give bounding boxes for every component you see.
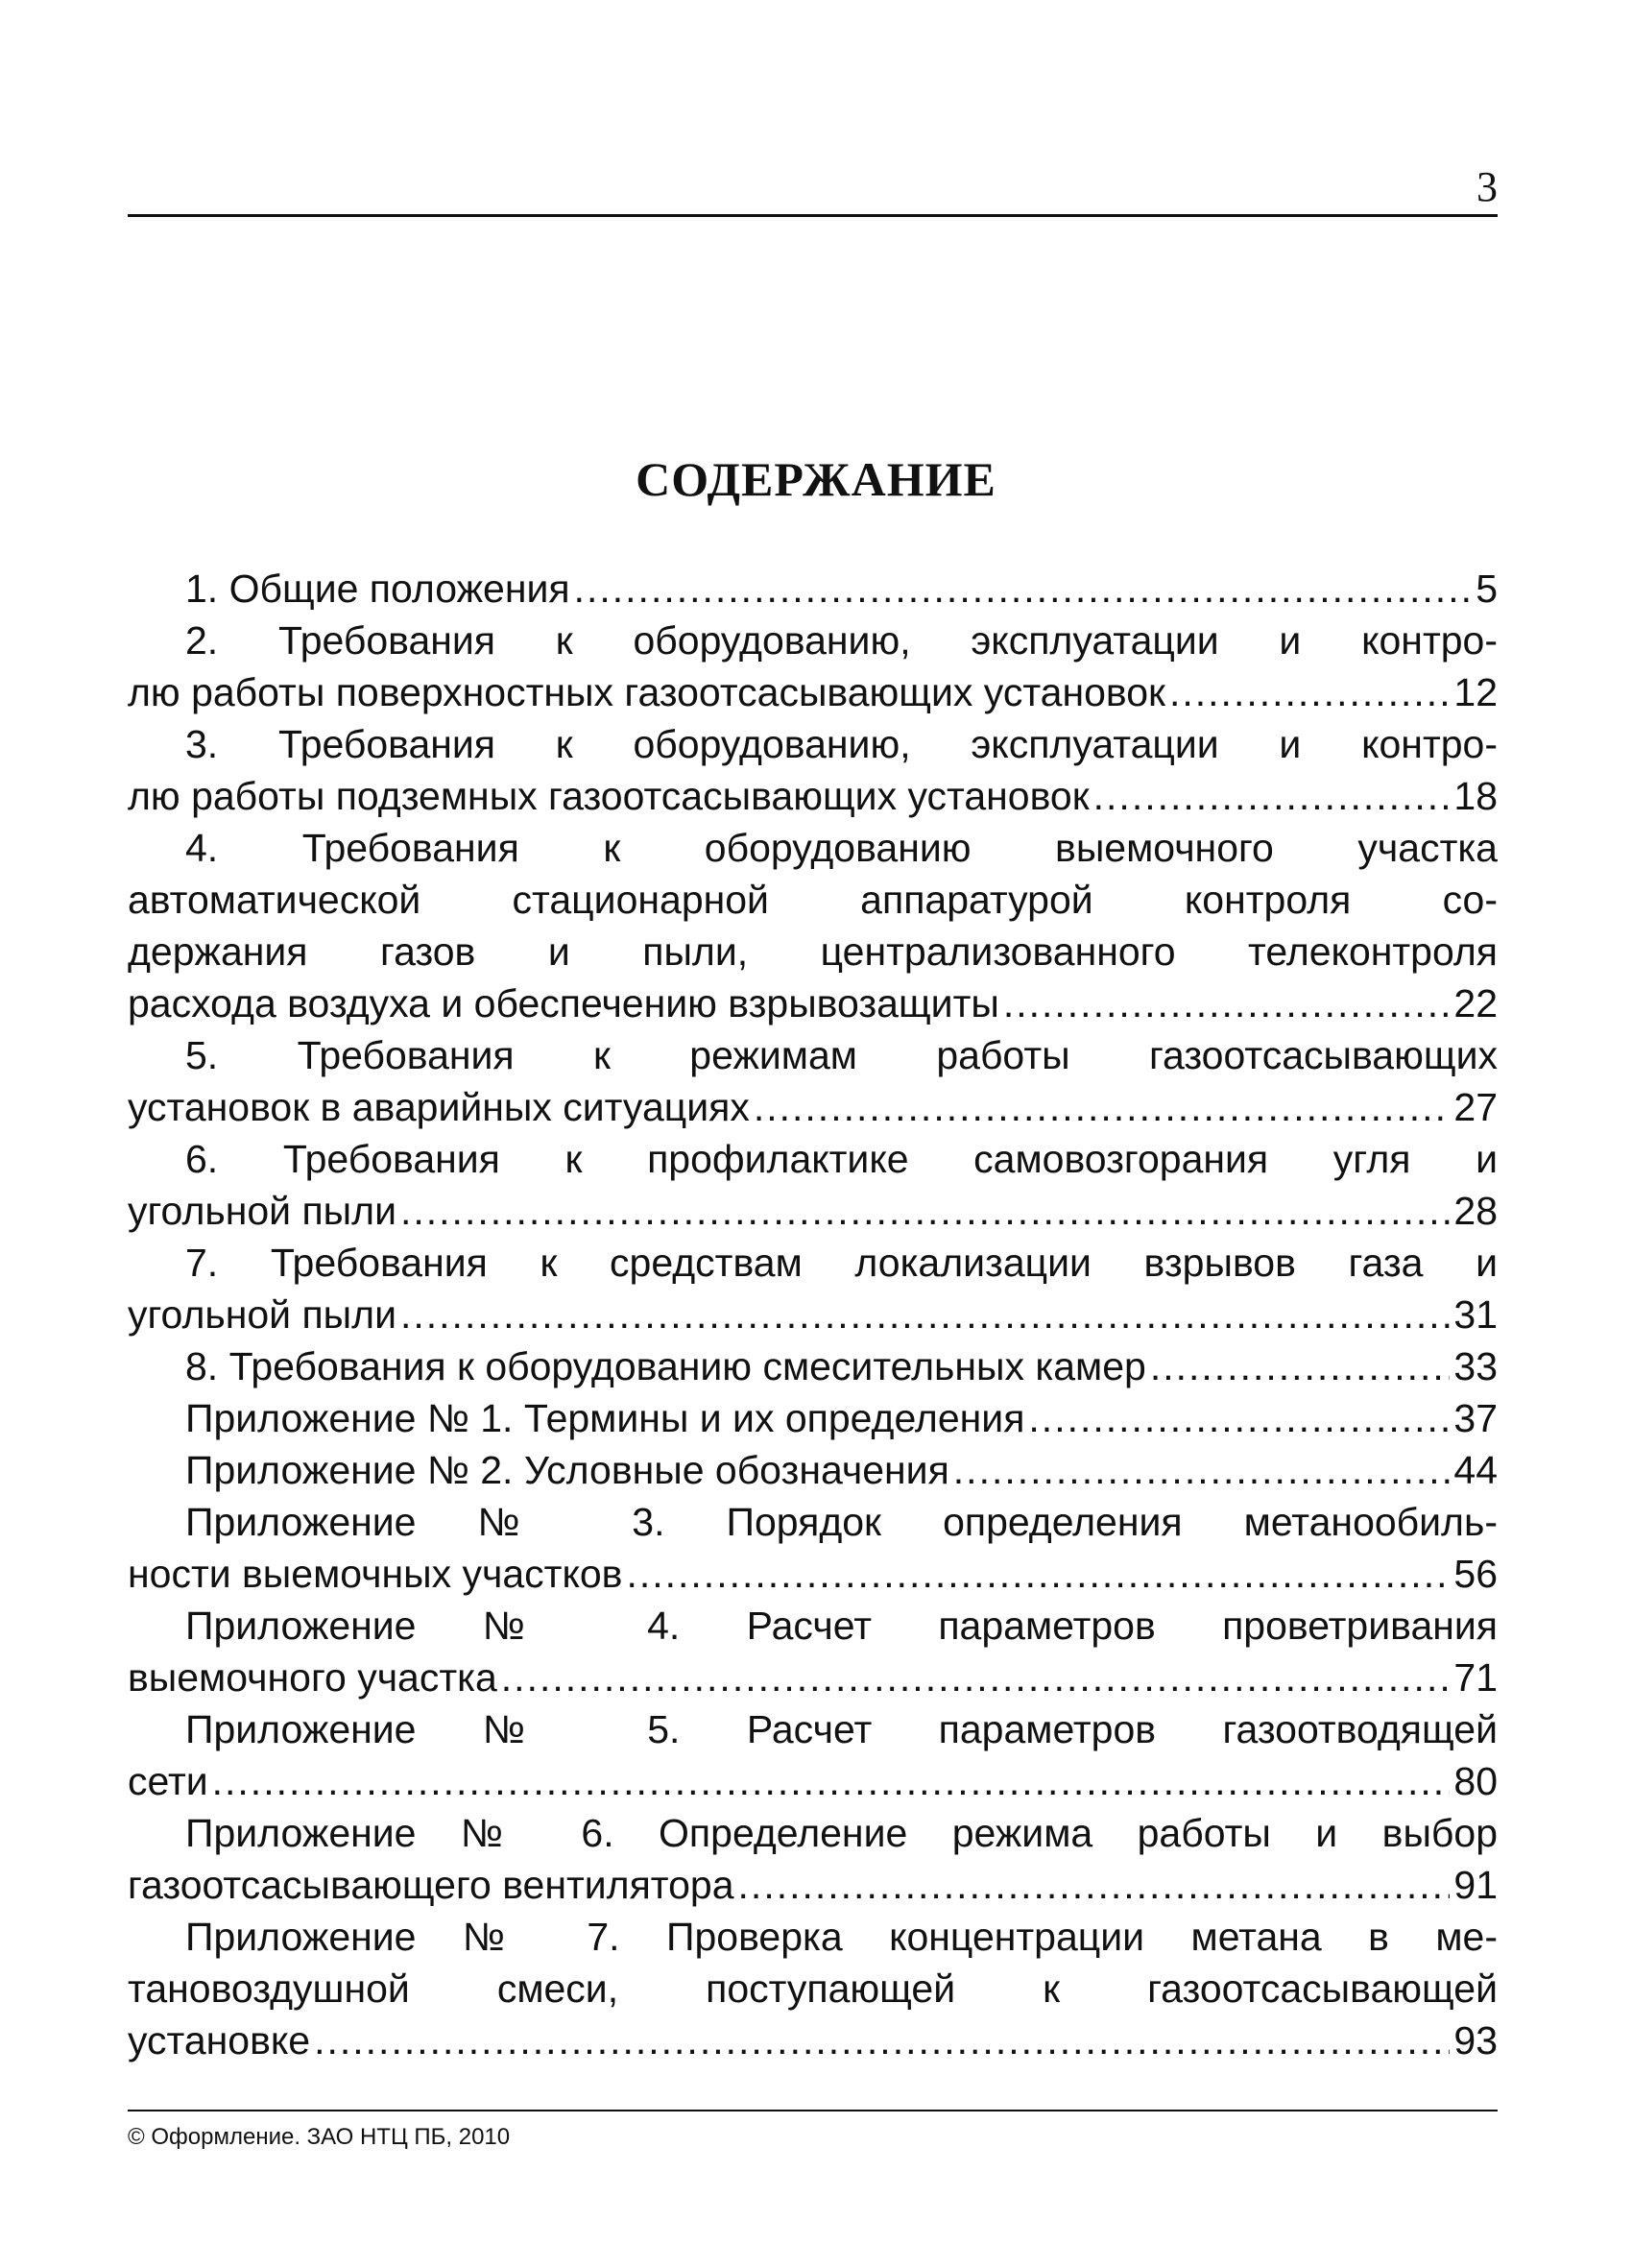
toc-entry[interactable]	[128, 1807, 1498, 1911]
toc-page-number: 44	[1453, 1448, 1498, 1492]
toc-entry-text: газоотсасывающего вентилятора	[128, 1863, 734, 1907]
toc-entry-text: Приложение № 5. Расчет параметров газоотводящей	[185, 1707, 1498, 1751]
toc-entry-text: лю работы поверхностных газоотсасывающих установок	[128, 670, 1165, 714]
toc-entry[interactable]	[128, 1911, 1498, 2066]
toc-page-number: 37	[1453, 1396, 1498, 1440]
toc-page-number: 80	[1453, 1759, 1498, 1803]
toc-entry[interactable]	[128, 1237, 1498, 1340]
toc-entry[interactable]	[128, 563, 1498, 615]
toc-entry-text: Приложение № 6. Определение режима работы и выбор	[185, 1811, 1498, 1855]
toc-entry-last-line	[128, 770, 1498, 822]
dot-leader	[1150, 1340, 1451, 1392]
toc-page-number: 56	[1453, 1552, 1498, 1596]
dot-leader	[626, 1548, 1450, 1600]
dot-leader	[314, 2015, 1450, 2066]
toc-entry-text: Приложение № 2. Условные обозначения	[185, 1448, 949, 1492]
toc-entry-text: угольной пыли	[128, 1189, 396, 1233]
toc-entry-text: Приложение № 4. Расчет параметров проветривания	[185, 1604, 1498, 1648]
header-rule	[128, 214, 1498, 217]
toc-entry-text: лю работы подземных газоотсасывающих установок	[128, 774, 1090, 818]
toc-entry-text: 1. Общие положения	[185, 567, 570, 611]
toc-entry-last-line	[128, 1340, 1498, 1392]
dot-leader	[400, 1185, 1450, 1237]
toc-entry-text: 8. Требования к оборудованию смесительных камер	[185, 1344, 1146, 1388]
toc-page-number: 31	[1453, 1292, 1498, 1337]
toc-entry[interactable]	[128, 718, 1498, 822]
toc-entry-last-line	[128, 977, 1498, 1029]
toc-entry-last-line	[128, 2015, 1498, 2066]
toc-entry[interactable]	[128, 822, 1498, 1029]
toc-entry[interactable]	[128, 1340, 1498, 1392]
toc-entry-text: установке	[128, 2018, 311, 2063]
toc-page-number: 91	[1453, 1863, 1498, 1907]
toc-page-number: 33	[1453, 1344, 1498, 1388]
toc-page-number: 93	[1453, 2018, 1498, 2063]
toc-entry-text: 2. Требования к оборудованию, эксплуатации и контро-	[185, 618, 1498, 663]
toc-entry-text: 4. Требования к оборудованию выемочного участка	[185, 826, 1498, 870]
toc-entry-text: выемочного участка	[128, 1655, 497, 1700]
dot-leader	[1093, 770, 1451, 822]
dot-leader	[400, 1289, 1450, 1340]
toc-entry[interactable]	[128, 1029, 1498, 1133]
toc-page-number: 12	[1453, 670, 1498, 714]
toc-entry-text: тановоздушной смеси, поступающей к газоотсасывающей	[128, 1966, 1498, 2011]
toc-entry-text: 6. Требования к профилактике самовозгорания угля и	[185, 1137, 1498, 1181]
toc-entry-last-line	[128, 1652, 1498, 1703]
toc-entry[interactable]	[128, 615, 1498, 718]
toc-entry-last-line	[128, 1859, 1498, 1911]
toc-entry-text: Приложение № 3. Порядок определения метанообиль-	[185, 1500, 1498, 1544]
toc-entry-last-line	[128, 1289, 1498, 1340]
toc-entry-text: автоматической стационарной аппаратурой контроля со-	[128, 878, 1498, 922]
toc-entry[interactable]	[128, 1392, 1498, 1444]
toc-title: СОДЕРЖАНИЕ	[636, 452, 996, 506]
dot-leader	[1003, 977, 1451, 1029]
copyright-notice: © Оформление. ЗАО НТЦ ПБ, 2010	[128, 2124, 511, 2150]
page-number: 3	[1476, 163, 1498, 210]
toc-page-number: 22	[1453, 981, 1498, 1025]
toc-entry-text: ности выемочных участков	[128, 1552, 623, 1596]
toc-entry-last-line	[128, 1444, 1498, 1496]
toc-entry[interactable]	[128, 1133, 1498, 1237]
toc-entry-last-line	[128, 1548, 1498, 1600]
footer-rule	[128, 2110, 1498, 2111]
dot-leader	[1169, 666, 1450, 718]
toc-entry-text: установок в аварийных ситуациях	[128, 1085, 750, 1129]
toc-entry-text: угольной пыли	[128, 1292, 396, 1337]
dot-leader	[738, 1859, 1451, 1911]
toc-entry-text: 3. Требования к оборудованию, эксплуатации и контро-	[185, 722, 1498, 766]
dot-leader	[501, 1652, 1451, 1703]
toc-page-number: 18	[1453, 774, 1498, 818]
toc-entry-last-line	[128, 666, 1498, 718]
toc-entry-text: 7. Требования к средствам локализации взрывов газа и	[185, 1241, 1498, 1285]
toc-entry-last-line	[128, 563, 1498, 615]
toc-entry-text: расхода воздуха и обеспечению взрывозащиты	[128, 981, 999, 1025]
toc-entry-last-line	[128, 1081, 1498, 1133]
toc-page-number: 71	[1453, 1655, 1498, 1700]
dot-leader	[953, 1444, 1451, 1496]
toc-entry[interactable]	[128, 1703, 1498, 1807]
dot-leader	[1028, 1392, 1450, 1444]
dot-leader	[754, 1081, 1451, 1133]
toc-entry[interactable]	[128, 1600, 1498, 1703]
toc-entry-last-line	[128, 1185, 1498, 1237]
toc-entry-last-line	[128, 1755, 1498, 1807]
dot-leader	[574, 563, 1473, 615]
dot-leader	[212, 1755, 1451, 1807]
toc-page-number: 27	[1453, 1085, 1498, 1129]
toc-entry[interactable]	[128, 1496, 1498, 1600]
toc-entry-text: Приложение № 7. Проверка концентрации метана в ме-	[185, 1915, 1498, 1959]
toc-entry-text: 5. Требования к режимам работы газоотсасывающих	[185, 1033, 1498, 1077]
toc-entry-text: держания газов и пыли, централизованного телеконтроля	[128, 929, 1498, 974]
toc-entry[interactable]	[128, 1444, 1498, 1496]
toc-entry-last-line	[128, 1392, 1498, 1444]
toc-entry-text: Приложение № 1. Термины и их определения	[185, 1396, 1025, 1440]
toc-page-number: 28	[1453, 1189, 1498, 1233]
toc-page-number: 5	[1476, 567, 1498, 611]
toc-entry-text: сети	[128, 1759, 208, 1803]
table-of-contents	[128, 563, 1498, 2066]
